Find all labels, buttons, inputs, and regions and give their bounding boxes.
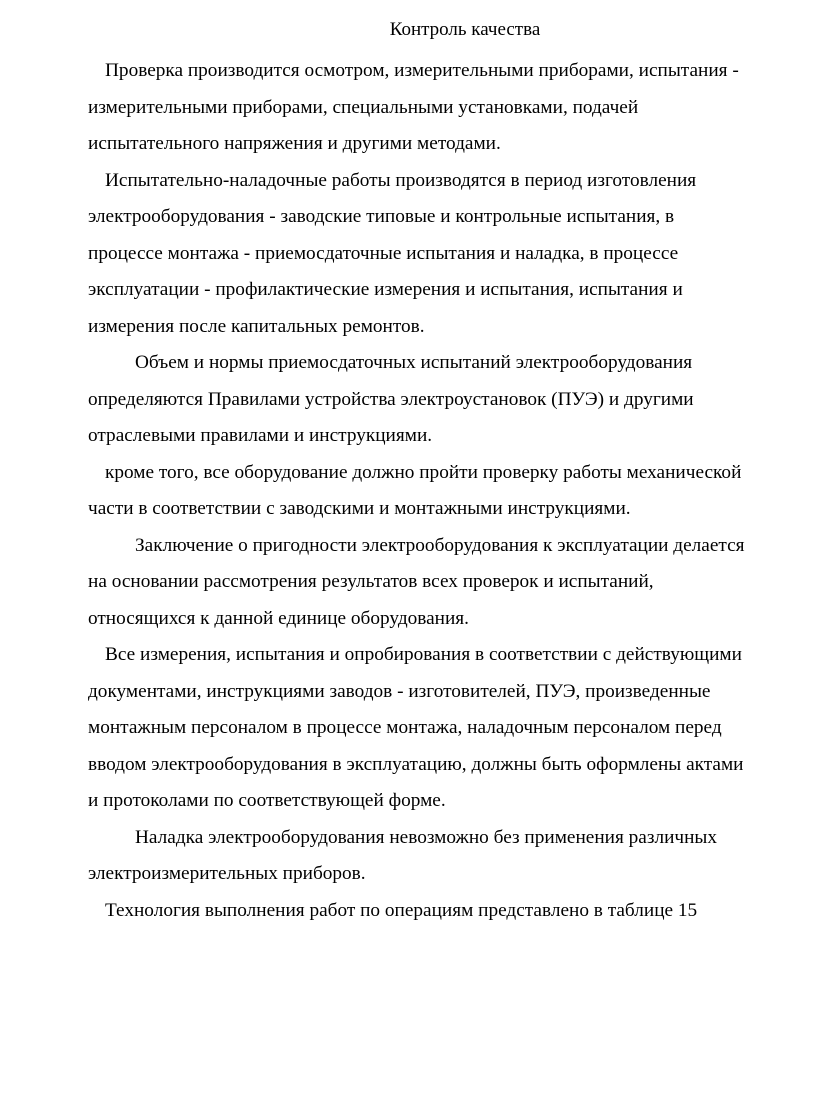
paragraph-line: отраслевыми правилами и инструкциями. — [88, 425, 433, 446]
paragraph-line: измерения после капитальных ремонтов. — [88, 315, 425, 337]
paragraph-line: измерительными приборами, специальными установками, подачей — [88, 96, 639, 118]
paragraph-line: Все измерения, испытания и опробирования в соответствии с действующими — [105, 644, 742, 665]
paragraph-line: электроизмерительных приборов. — [88, 863, 366, 884]
paragraph-line: Технология выполнения работ по операциям представлено в таблице 15 — [105, 899, 698, 921]
paragraph-line: электрооборудования - заводские типовые и контрольные испытания, в — [88, 206, 675, 227]
paragraph-line: Наладка электрооборудования невозможно без применения различных — [135, 826, 718, 848]
paragraph-line: документами, инструкциями заводов - изготовителей, ПУЭ, произведенные — [88, 680, 711, 702]
paragraph-line: эксплуатации - профилактические измерения и испытания, испытания и — [88, 279, 683, 300]
paragraph-8 — [88, 893, 816, 930]
paragraph-line: относящихся к данной единице оборудования. — [88, 607, 470, 629]
paragraph-6 — [88, 637, 816, 820]
paragraph-5 — [88, 528, 816, 638]
paragraph-line: Заключение о пригодности электрооборудования к эксплуатации делается — [135, 534, 745, 556]
paragraph-2 — [88, 163, 816, 346]
paragraph-line: Испытательно-наладочные работы производятся в период изготовления — [105, 169, 697, 191]
paragraph-3 — [88, 345, 816, 455]
paragraph-line: и протоколами по соответствующей форме. — [88, 790, 446, 811]
paragraph-line: вводом электрооборудования в эксплуатацию, должны быть оформлены актами — [88, 753, 744, 775]
paragraph-line: части в соответствии с заводскими и монтажными инструкциями. — [88, 498, 631, 519]
paragraph-line: кроме того, все оборудование должно пройти проверку работы механической — [105, 461, 742, 483]
paragraph-line: на основании рассмотрения результатов всех проверок и испытаний, — [88, 571, 654, 592]
paragraph-line: Объем и нормы приемосдаточных испытаний электрооборудования — [135, 352, 693, 373]
paragraph-line: монтажным персоналом в процессе монтажа, наладочным персоналом перед — [88, 717, 722, 738]
paragraph-line: Проверка производится осмотром, измерительными приборами, испытания - — [105, 60, 739, 81]
paragraph-line: определяются Правилами устройства электроустановок (ПУЭ) и другими — [88, 388, 694, 410]
paragraph-7 — [88, 820, 816, 893]
paragraph-4 — [88, 455, 816, 528]
paragraph-line: испытательного напряжения и другими методами. — [88, 133, 501, 154]
paragraph-line: процессе монтажа - приемосдаточные испытания и наладка, в процессе — [88, 242, 679, 264]
document-title: Контроль качества — [389, 19, 541, 40]
paragraph-1 — [88, 53, 816, 163]
document-body — [88, 53, 816, 929]
